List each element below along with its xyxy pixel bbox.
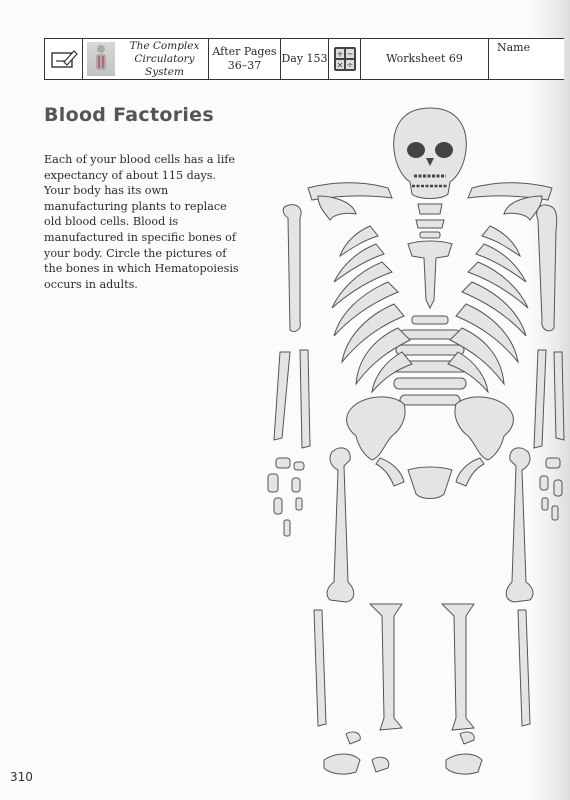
lower-leg-bones[interactable] — [314, 604, 530, 730]
topic-line-2: Circulatory System — [134, 52, 195, 78]
worksheet-cell: Worksheet 69 — [361, 39, 489, 79]
sternum-bone[interactable] — [408, 204, 452, 308]
svg-text:−: − — [346, 49, 353, 59]
foot-bones[interactable] — [324, 732, 482, 774]
topic-line-1: The Complex — [129, 39, 200, 52]
page-title: Blood Factories — [44, 104, 214, 126]
name-label: Name — [497, 41, 531, 54]
svg-text:÷: ÷ — [346, 60, 353, 70]
instructions-text: Each of your blood cells has a life expectancy of about 115 days. Your body has its own manufacturing plants to replace old blood cells. Blood is manufactured in specific bones of your body. Circle the pictures of the bones in which Hematopoiesis occurs in adults. — [44, 153, 239, 291]
pages-line-1: After Pages — [212, 45, 277, 58]
day-cell: Day 153 — [281, 39, 329, 79]
pages-line-2: 36–37 — [227, 59, 262, 72]
svg-text:×: × — [336, 60, 343, 70]
pelvis-bones[interactable] — [347, 397, 514, 499]
skull-bone[interactable] — [394, 108, 467, 199]
page-number: 310 — [10, 770, 33, 784]
svg-text:+: + — [336, 49, 343, 59]
